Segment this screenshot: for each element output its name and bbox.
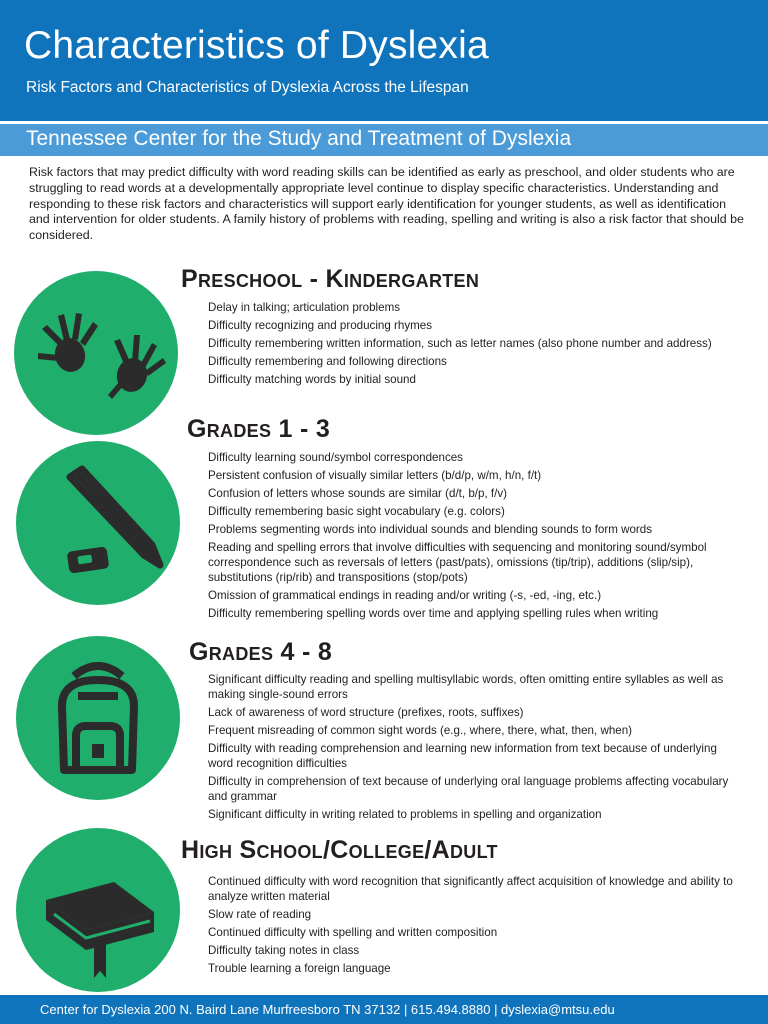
list-item: Trouble learning a foreign language	[208, 962, 391, 975]
list-item: Omission of grammatical endings in reading and/or writing (-s, -ed, -ing, etc.)	[208, 589, 602, 602]
section-list-high-school	[208, 874, 738, 979]
section-title-grades-1-3: Grades 1 - 3	[187, 415, 331, 443]
list-item: Difficulty learning sound/symbol correspondences	[208, 451, 463, 464]
list-item: Significant difficulty reading and spelling multisyllabic words, often omitting entire syllables as well as making single-sound errors	[208, 673, 724, 701]
handprints-icon	[14, 271, 178, 435]
section-list-grades-4-8	[208, 672, 738, 825]
list-item: Reading and spelling errors that involve difficulties with sequencing and monitoring sound/symbol correspondence such as reversals of letters (past/pats), omissions (tip/trip), additions (slip/sip), substitutions (rip/rib) and transpositions (stop/pots)	[208, 541, 707, 584]
list-item: Difficulty matching words by initial sound	[208, 373, 416, 386]
list-item: Difficulty recognizing and producing rhymes	[208, 319, 433, 332]
list-item: Difficulty remembering and following directions	[208, 355, 447, 368]
list-item: Persistent confusion of visually similar letters (b/d/p, w/m, h/n, f/t)	[208, 469, 542, 482]
section-title-preschool: Preschool - Kindergarten	[181, 265, 480, 293]
footer-banner	[0, 995, 768, 1024]
list-item: Difficulty with reading comprehension and learning new information from text because of underlying word recognition difficulties	[208, 742, 717, 770]
list-item: Problems segmenting words into individual sounds and blending sounds to form words	[208, 523, 653, 536]
list-item: Difficulty remembering spelling words over time and applying spelling rules when writing	[208, 607, 659, 620]
section-title-high-school: High School/College/Adult	[181, 836, 498, 864]
pencil-eraser-icon	[16, 441, 180, 605]
list-item: Difficulty remembering basic sight vocabulary (e.g. colors)	[208, 505, 505, 518]
list-item: Lack of awareness of word structure (prefixes, roots, suffixes)	[208, 706, 524, 719]
list-item: Continued difficulty with word recognition that significantly affect acquisition of knowledge and ability to analyze written material	[208, 875, 733, 903]
organization-band	[0, 124, 768, 156]
page-title: Characteristics of Dyslexia	[24, 24, 489, 67]
list-item: Slow rate of reading	[208, 908, 312, 921]
list-item: Significant difficulty in writing related to problems in spelling and organization	[208, 808, 602, 821]
organization-name: Tennessee Center for the Study and Treatment of Dyslexia	[26, 127, 572, 150]
footer-contact: Center for Dyslexia 200 N. Baird Lane Murfreesboro TN 37132 | 615.494.8880 | dyslexia@mtsu.edu	[40, 1002, 615, 1017]
section-title-grades-4-8: Grades 4 - 8	[189, 638, 333, 666]
list-item: Delay in talking; articulation problems	[208, 301, 401, 314]
section-list-preschool	[208, 300, 738, 390]
header-banner	[0, 0, 768, 121]
page-subtitle: Risk Factors and Characteristics of Dyslexia Across the Lifespan	[26, 79, 469, 96]
list-item: Difficulty taking notes in class	[208, 944, 360, 957]
list-item: Difficulty in comprehension of text because of underlying oral language problems affecting vocabulary and grammar	[208, 775, 729, 803]
book-icon	[16, 828, 180, 992]
list-item: Confusion of letters whose sounds are similar (d/t, b/p, f/v)	[208, 487, 507, 500]
list-item: Difficulty remembering written information, such as letter names (also phone number and address)	[208, 337, 712, 350]
intro-paragraph: Risk factors that may predict difficulty with word reading skills can be identified as early as preschool, and older students who are struggling to read words at a developmentally appropriate level continue to display specific characteristics. Understanding and responding to these risk factors and characteristics will support early identification for younger students, as well as identification and intervention for older students. A family history of problems with reading, spelling and writing is also a risk factor that should be considered.	[29, 165, 744, 243]
section-list-grades-1-3	[208, 450, 738, 624]
backpack-icon	[16, 636, 180, 800]
list-item: Continued difficulty with spelling and written composition	[208, 926, 498, 939]
list-item: Frequent misreading of common sight words (e.g., where, there, what, then, when)	[208, 724, 633, 737]
